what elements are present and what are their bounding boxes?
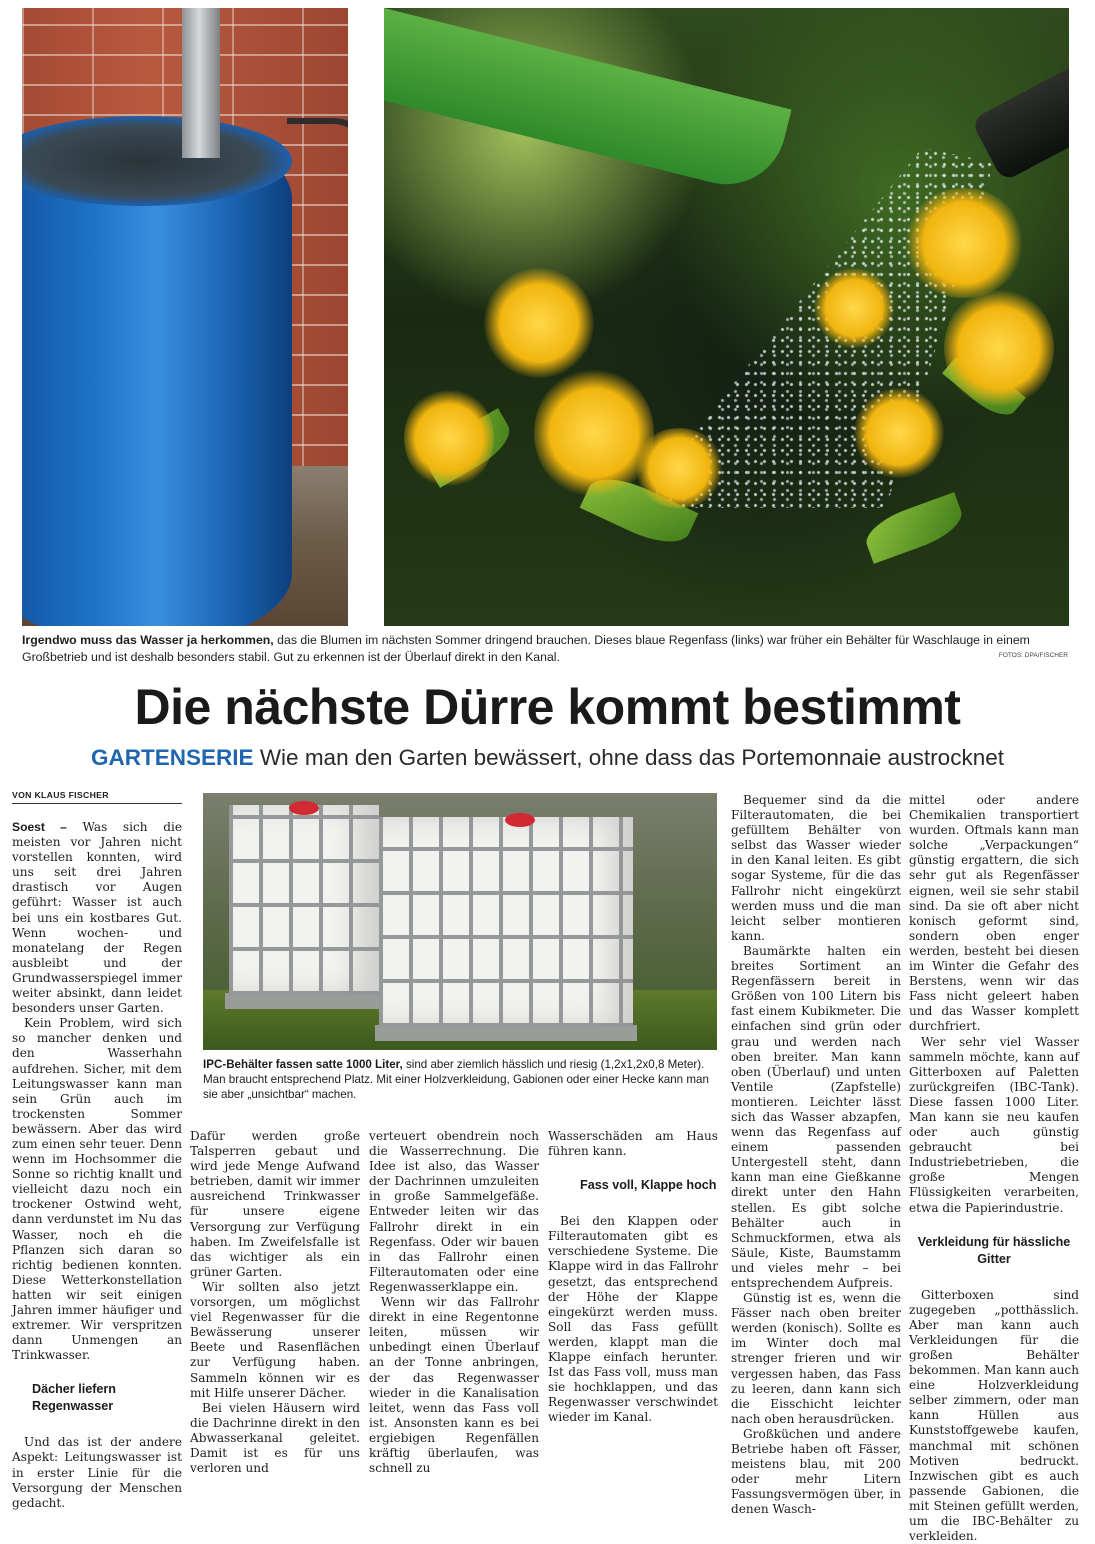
watering-can-flowers-photo [384, 8, 1069, 626]
column-2 [190, 1129, 360, 1476]
paragraph [12, 820, 182, 1016]
paragraph: verteuert obendrein noch die Wasserrechnung. Die Idee ist also, das Wasser der Dachrinnen umzuleiten in große Sammelgefäße. Entweder leiten wir das Fallrohr direkt in ein Regenfass. Oder wir bauen in das Fallrohr einen Filterautomaten oder eine Regenwasserklappe ein. [369, 1129, 539, 1294]
subheading: Dächer liefern Regenwasser [32, 1382, 116, 1414]
inline-photo-caption [203, 1057, 717, 1103]
ibc-tanks-photo [203, 793, 717, 1050]
paragraph: Bei den Klappen oder Filterautomaten gibt es verschiedene Systeme. Die Klappe wird in das Fallrohr gesetzt, das entsprechend der Höhe der Klappe eingekürzt werden muss. Soll das Fass gefüllt werden, klappt man die Klappe einfach herunter. Ist das Fass voll, muss man sie hochklappen, und das Regenwasser verschwindet wieder im Kanal. [548, 1214, 718, 1425]
paragraph: Wasserschäden am Haus führen kann. [548, 1129, 718, 1159]
photo-credit: FOTOS: DPA/FISCHER [998, 652, 1068, 659]
subheading: Fass voll, Klappe hoch [580, 1178, 717, 1193]
subheadline [0, 743, 1095, 773]
dateline: Soest – [12, 820, 67, 834]
photo-caption-text: das die Blumen im nächsten Sommer dringend brauchen. Dieses blaue Regenfass (links) war früher ein Behälter für Waschlauge in einem Großbetrieb und ist deshalb besonders stabil. Gut zu erkennen ist der Überlauf direkt in den Kanal. [22, 633, 1030, 664]
paragraph: Günstig ist es, wenn die Fässer nach oben breiter werden (konisch). Sollte es im Winter doch mal strenger frieren und wir vergessen haben, das Fass zu leeren, dann kann sich die Eisschicht leichter nach oben herausdrücken. [731, 1291, 901, 1426]
subheading: Verkleidung für hässliche Gitter [917, 1234, 1071, 1266]
rain-barrel-photo [22, 8, 348, 626]
photo-caption-lead: Irgendwo muss das Wasser ja herkommen, [22, 633, 274, 647]
paragraph: Wer sehr viel Wasser sammeln möchte, kann auf Gitterboxen auf Paletten zurückgreifen (IBC-Tank). Diese fassen 1000 Liter. Man kann sie neu kaufen oder auch günstig gebraucht bei Industriebetrieben, die große Mengen Flüssigkeiten verarbeiten, etwa die Papierindustrie. [909, 1034, 1079, 1215]
paragraph: Bei vielen Häusern wird die Dachrinne direkt in den Abwasserkanal geleitet. Damit ist es für uns verloren und [190, 1400, 360, 1476]
paragraph: Wenn wir das Fallrohr direkt in eine Regentonne leiten, müssen wir unbedingt einen Überlauf an der Tonne anbringen, der das Regenwasser wieder in die Kanalisation leitet, wenn das Fass voll ist. Ansonsten kann es bei ergiebigen Regenfällen kräftig überlaufen, was schnell zu [369, 1295, 539, 1476]
paragraph: Wir sollten also jetzt vorsorgen, um möglichst viel Regenwasser für die Bewässerung unserer Beete und Rasenflächen zur Verfügung haben. Sammeln können wir es mit Hilfe unserer Dächer. [190, 1279, 360, 1400]
inline-caption-lead: IPC-Behälter fassen satte 1000 Liter, [203, 1058, 403, 1071]
paragraph: Baumärkte halten ein breites Sortiment an Regenfässern bereit in Größen von 100 Litern bis fast einem Kubikmeter. Die einfachen sind grün oder grau und werden nach oben breiter. Man kann oben (Überlauf) und unten Ventile (Zapfstelle) montieren. Leichter lässt sich das Wasser abzapfen, wenn das Regenfass auf einem passenden Untergestell steht, dann kann man eine Gießkanne direkt unter den Hahn stellen. Es gibt solche Behälter auch in Schmuckformen, etwa als Säule, Kiste, Baumstamm und vieles mehr – bei entsprechendem Aufpreis. [731, 943, 901, 1290]
paragraph: Bequemer sind da die Filterautomaten, die bei gefülltem Behälter von selbst das Wasser wieder in den Kanal leiten. Es gibt sogar Systeme, für die das Fallrohr nicht eingekürzt werden muss und die man leicht selber montieren kann. [731, 793, 901, 943]
paragraph: Dafür werden große Talsperren gebaut und wird jede Menge Aufwand betrieben, damit wir immer ausreichend Trinkwasser für unsere eigene Versorgung zur Verfügung haben. Im Zweifelsfalle ist das wichtiger als ein grüner Garten. [190, 1129, 360, 1279]
headline: Die nächste Dürre kommt bestimmt [134, 679, 961, 735]
column-4 [548, 1129, 718, 1426]
paragraph: Großküchen und andere Betriebe haben oft Fässer, meistens blau, mit 200 oder mehr Litern Fassungsvermögen über, in denen Wasch- [731, 1426, 901, 1517]
paragraph: Gitterboxen sind zugegeben „potthässlich. Aber man kann auch Verkleidungen für die großen Behälter bekommen. Man kann auch eine Holzverkleidung selber zimmern, oder man kann Hüllen aus Kunststoffgewebe kaufen, manchmal mit schönen Motiven bedruckt. Inzwischen gibt es auch passende Gabionen, die mit Steinen gefüllt werden, um die IBC-Behälter zu verkleiden. [909, 1287, 1079, 1544]
series-kicker: GARTENSERIE [91, 745, 254, 770]
inline-caption-text: sind aber ziemlich hässlich und riesig (1,2x1,2x0,8 Meter). Man braucht entsprechend Platz. Mit einer Holzverkleidung, Gabionen oder einer Hecke kann man sie aber „unsichtbar“ machen. [203, 1058, 709, 1102]
subheadline-text: Wie man den Garten bewässert, ohne dass das Portemonnaie austrocknet [259, 745, 1004, 770]
photo-caption [22, 632, 1070, 665]
column-1 [12, 820, 182, 1511]
column-3 [369, 1129, 539, 1476]
paragraph: Kein Problem, wird sich so mancher denken und den Wasserhahn aufdrehen. Sicher, mit dem Leitungswasser kann man sein Grün auch im trockensten Sommer bewässern. Aber das wird zum einen sehr teuer. Denn wenn im Hochsommer die Sonne so richtig knallt und vielleicht dazu noch ein trockener Ostwind weht, dann verdunstet im Nu das Wasser, noch eh die Pflanzen sich daran so richtig bedienen konnten. Diese Wetterkonstellation hatten wir seit einigen Jahren immer häufiger und extremer. Wir verspritzen dann Unmengen an Trinkwasser. [12, 1016, 182, 1363]
paragraph-text: Was sich die meisten vor Jahren nicht vorstellen konnten, wird uns seit drei Jahren drastisch vor Augen geführt: Wasser ist auch bei uns ein kostbares Gut. Wenn wochen- und monatelang der Regen ausbleibt und der Grundwasserspiegel immer weiter absinkt, dann leidet besonders unser Garten. [12, 820, 182, 1016]
paragraph: mittel oder andere Chemikalien transportiert wurden. Oftmals kann man solche „Verpackungen“ günstig ergattern, die sich sehr gut als Regenfässer eignen, weil sie sehr stabil sind. Da sie oft aber nicht konisch geformt sind, sondern oben enger werden, besteht bei diesen im Winter die Gefahr des Berstens, wenn wir das Fass nicht geleert haben und das Wasser komplett durchfriert. [909, 793, 1079, 1034]
column-5 [731, 793, 901, 1518]
paragraph: Und das ist der andere Aspekt: Leitungswasser ist in erster Linie für die Versorgung der Menschen gedacht. [12, 1435, 182, 1510]
byline: VON KLAUS FISCHER [12, 790, 182, 804]
column-6 [909, 793, 1079, 1544]
